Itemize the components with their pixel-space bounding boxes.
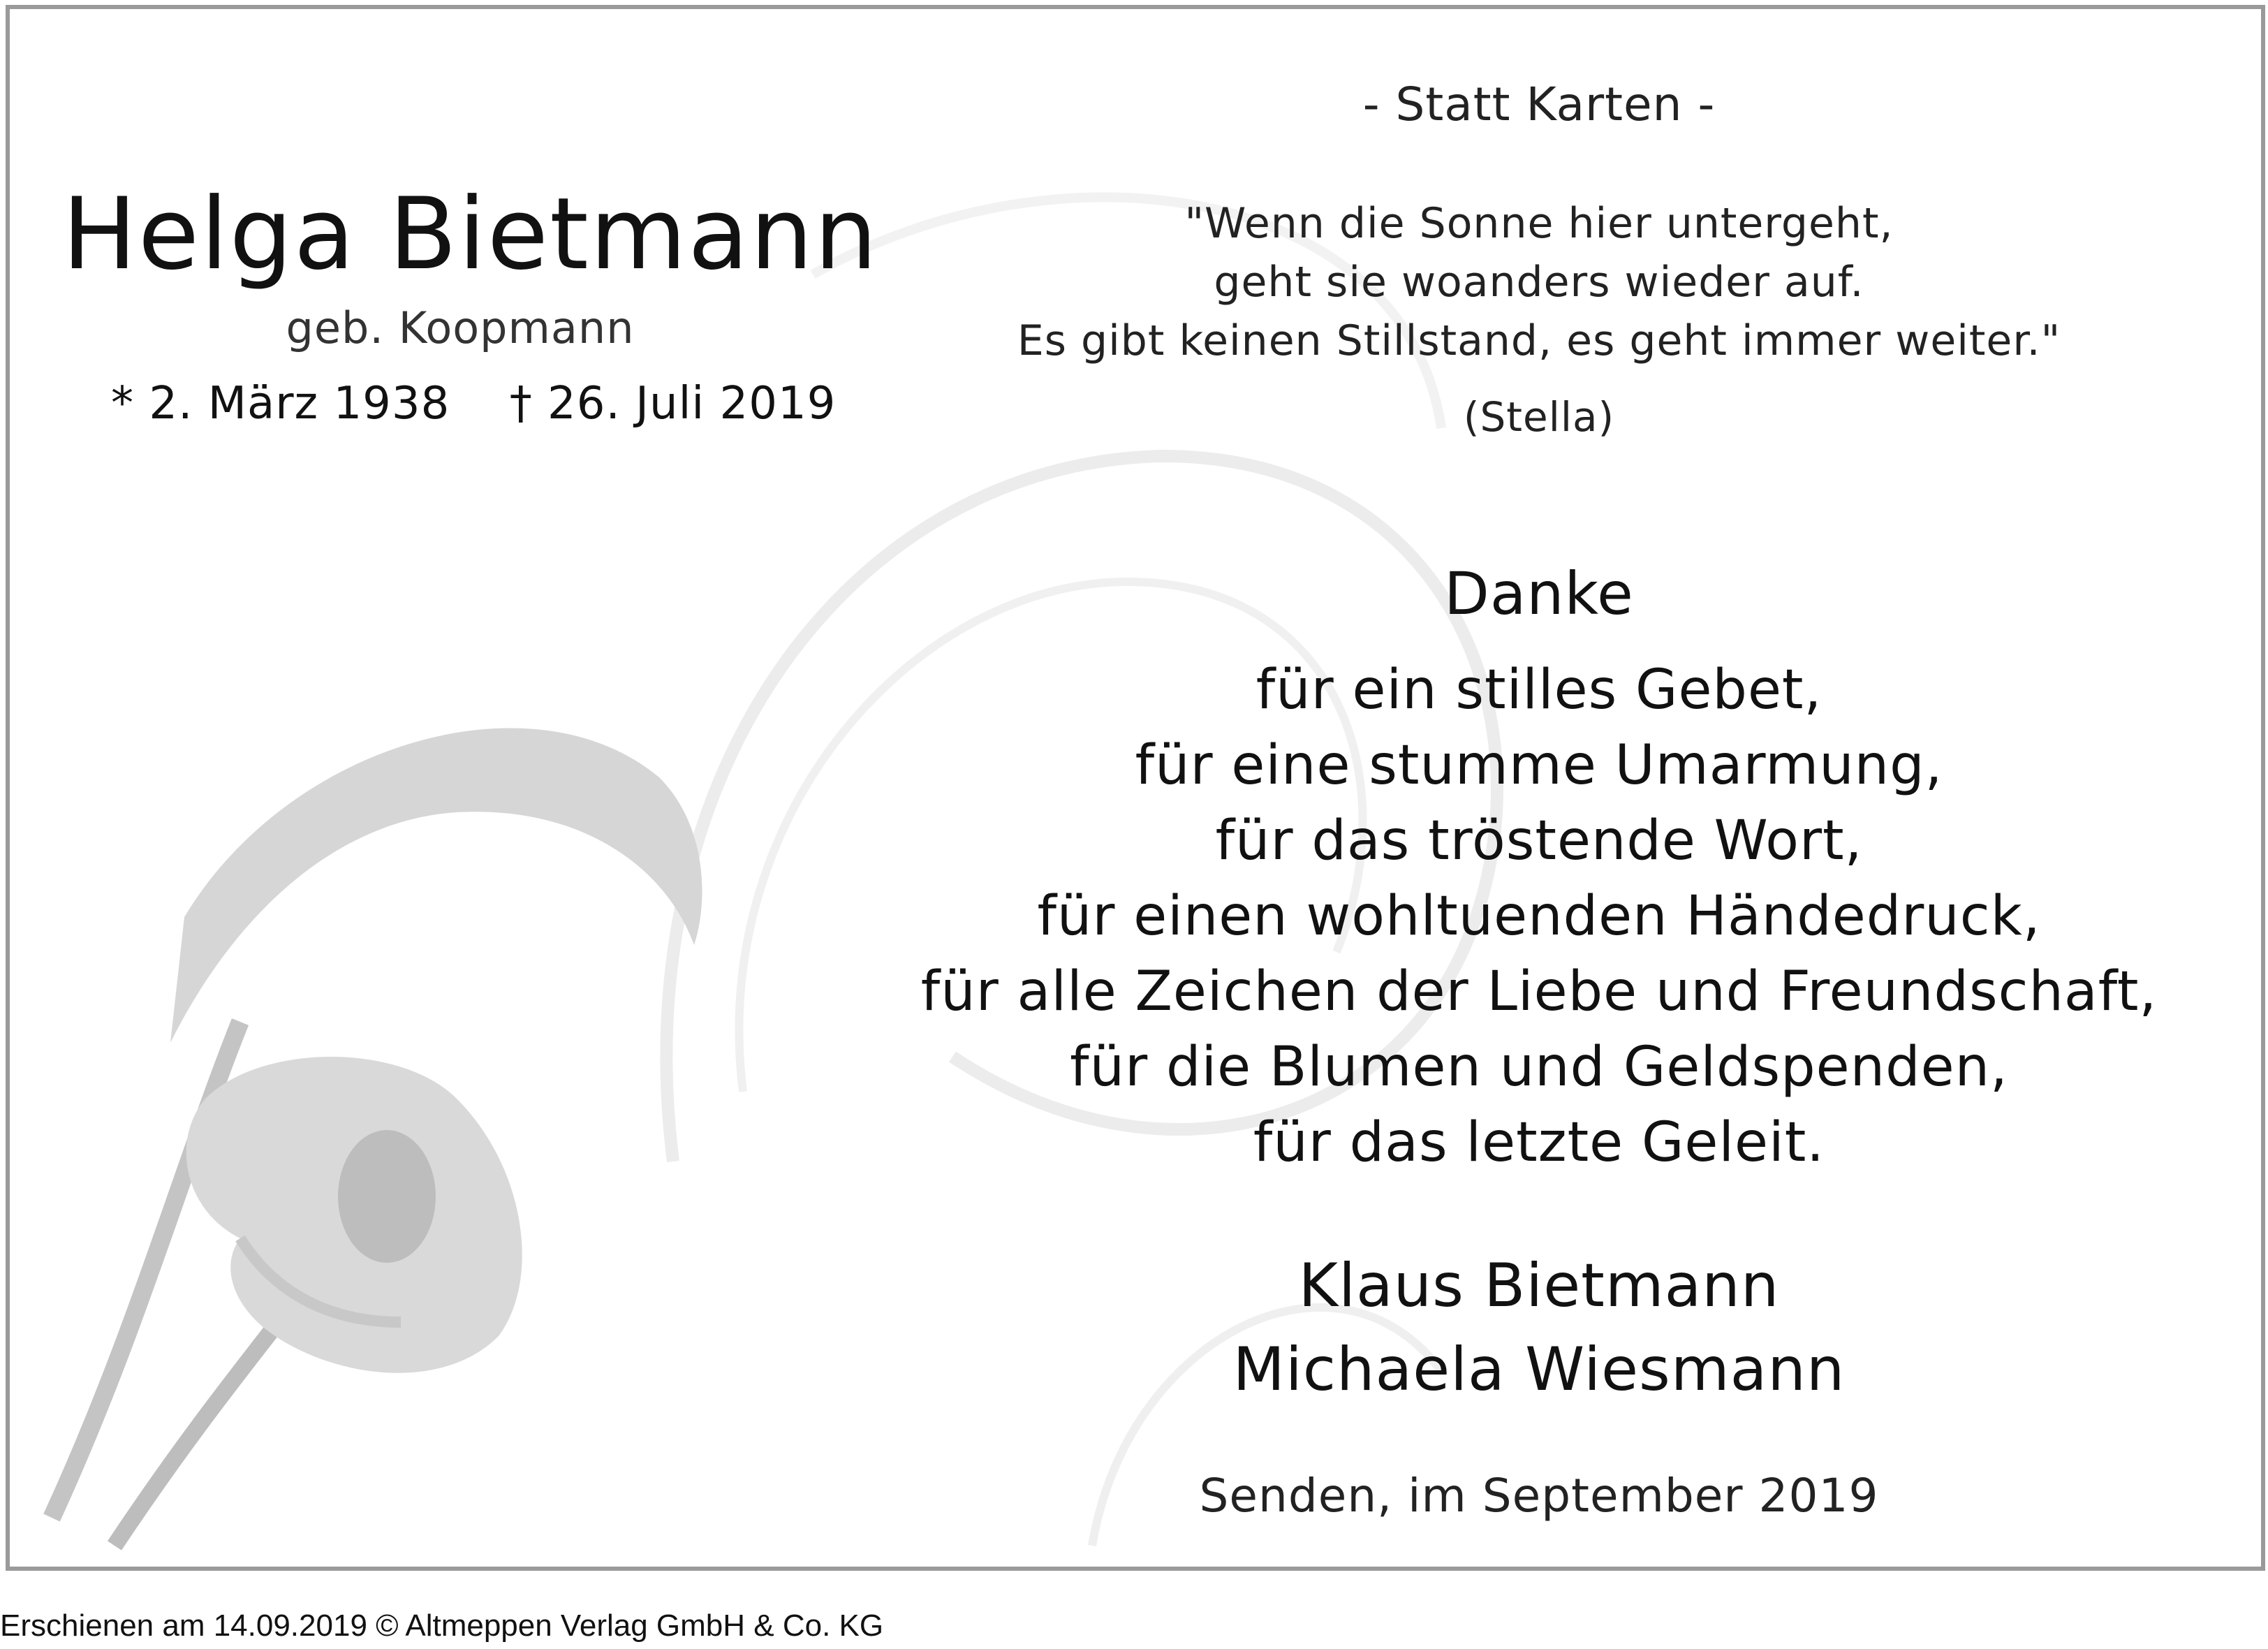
thanks-line: für das letzte Geleit.: [1253, 1111, 1825, 1174]
obituary-card: [6, 5, 2265, 1571]
quote-author: (Stella): [1463, 393, 1615, 441]
header-statt-karten: - Statt Karten -: [1362, 78, 1716, 131]
deceased-name: Helga Bietmann: [62, 177, 879, 292]
thanks-line: für alle Zeichen der Liebe und Freundschaft,: [920, 960, 2158, 1023]
publication-footer: Erschienen am 14.09.2019 © Altmeppen Verlag GmbH & Co. KG: [0, 1608, 884, 1643]
lily-flower-center: [338, 1130, 436, 1263]
quote-line: "Wenn die Sonne hier untergeht,: [1184, 199, 1894, 248]
life-dates: * 2. März 1938 † 26. Juli 2019: [111, 378, 837, 430]
thanks-line: für ein stilles Gebet,: [1256, 659, 1822, 721]
thanks-line: für das tröstende Wort,: [1215, 809, 1863, 872]
signature-name: Klaus Bietmann: [1298, 1251, 1780, 1321]
maiden-name: geb. Koopmann: [286, 302, 635, 353]
thanks-line: für eine stumme Umarmung,: [1135, 734, 1943, 797]
thanks-line: für die Blumen und Geldspenden,: [1070, 1036, 2008, 1099]
lily-stem: [115, 1308, 289, 1546]
signature-name: Michaela Wiesmann: [1232, 1335, 1846, 1405]
place-and-date: Senden, im September 2019: [1199, 1469, 1879, 1523]
thanks-heading: Danke: [1444, 559, 1634, 628]
quote-line: Es gibt keinen Stillstand, es geht immer weiter.": [1017, 316, 2061, 365]
lily-leaf: [170, 728, 702, 1043]
thanks-line: für einen wohltuenden Händedruck,: [1037, 885, 2041, 948]
quote-line: geht sie woanders wieder auf.: [1214, 258, 1864, 307]
